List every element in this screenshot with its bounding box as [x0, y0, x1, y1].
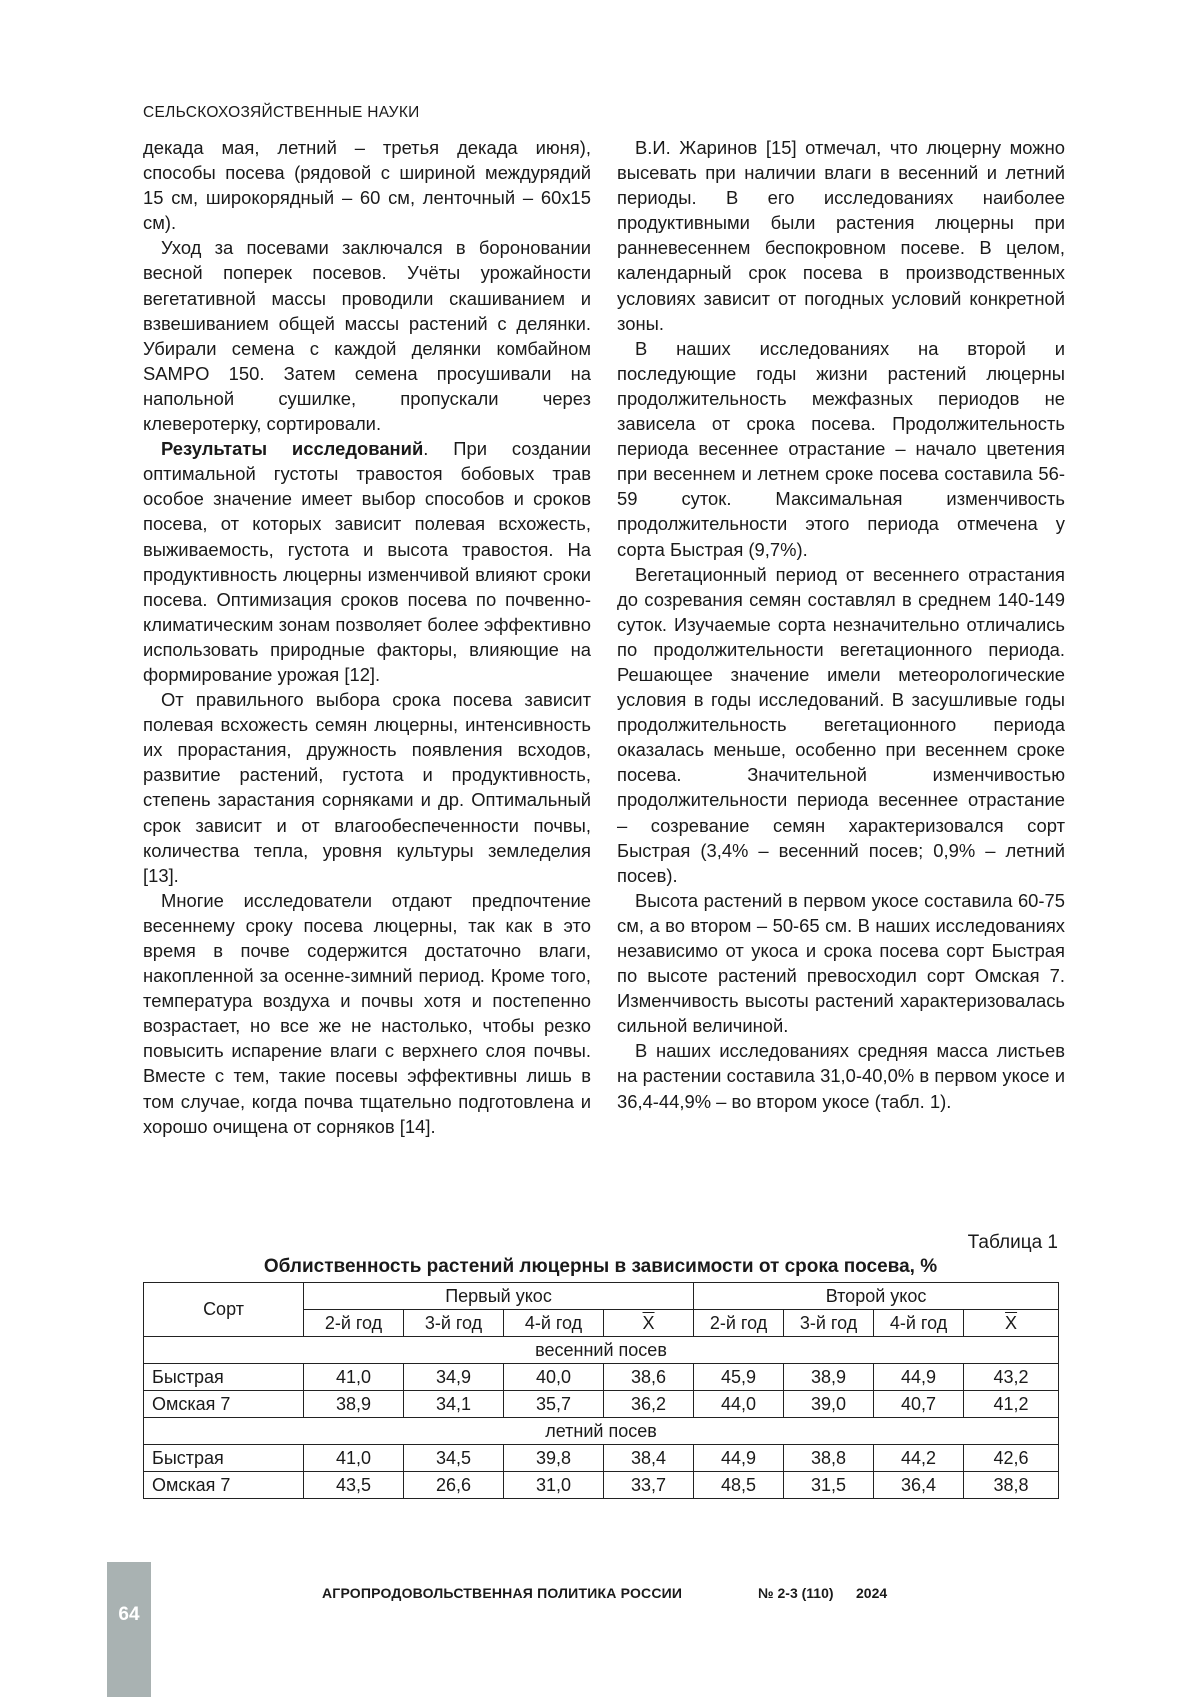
results-text: . При создании оптимальной густоты травостоя бобовых трав особое значение имеет выбор способов и сроков посева, от которых зависит полевая всхожесть, выживаемость, густота и высота травостоя. На продуктивность люцерны изменчивой влияют сроки посева. Оптимизация сроков посева по почвенно-климатическим зонам позволяет более эффективно использовать природные факторы, влияющие на формирование урожая [12].: [143, 438, 591, 685]
table-cell: 43,2: [964, 1364, 1059, 1391]
table-label: Таблица 1: [967, 1232, 1058, 1253]
table-row: [144, 1472, 1059, 1499]
variety-name: Омская 7: [144, 1472, 304, 1499]
table-cell: 39,8: [504, 1445, 604, 1472]
left-paragraph-2: Уход за посевами заключался в бороновании весной поперек посевов. Учёты урожайности вегетативной массы проводили скашиванием и взвешиванием общей массы растений с делянки. Убирали семена с каждой делянки комбайном SAMPO 150. Затем семена просушивали на напольной сушилке, пропускали через клеверотерку, сортировали.: [143, 237, 591, 435]
table-cell: 43,5: [304, 1472, 404, 1499]
table-cell: 34,9: [404, 1364, 504, 1391]
left-paragraph-1: декада мая, летний – третья декада июня), способы посева (рядовой с шириной междурядий 15 см, широкорядный – 60 см, ленточный – 60х15 см).: [143, 137, 591, 234]
table-cell: 40,7: [874, 1391, 964, 1418]
page-number: 64: [118, 1604, 140, 1625]
table-cell: 41,0: [304, 1364, 404, 1391]
summer-rows: [144, 1445, 1059, 1499]
table-cell: 38,8: [964, 1472, 1059, 1499]
left-paragraph-3: [143, 436, 591, 687]
header-second-cut: Второй укос: [694, 1283, 1059, 1310]
variety-name: Быстрая: [144, 1445, 304, 1472]
spring-rows: [144, 1364, 1059, 1418]
issue-number: № 2-3 (110): [758, 1585, 834, 1601]
running-head: СЕЛЬСКОХОЗЯЙСТВЕННЫЕ НАУКИ: [143, 104, 420, 121]
table-cell: 39,0: [784, 1391, 874, 1418]
header-first-cut: Первый укос: [304, 1283, 694, 1310]
table-cell: 48,5: [694, 1472, 784, 1499]
subheader-cell: $\overline{X}$: [964, 1310, 1059, 1337]
table-cell: 36,2: [604, 1391, 694, 1418]
table-cell: 35,7: [504, 1391, 604, 1418]
table-cell: 41,2: [964, 1391, 1059, 1418]
table-cell: 38,9: [304, 1391, 404, 1418]
left-paragraph-4: От правильного выбора срока посева зависит полевая всхожесть семян люцерны, интенсивность их прорастания, дружность появления всходов, развитие растений, густота и продуктивность, степень зарастания сорняками и др. Оптимальный срок зависит и от влагообеспеченности почвы, количества тепла, уровня культуры земледелия [13].: [143, 689, 591, 886]
table-cell: 26,6: [404, 1472, 504, 1499]
right-paragraph-4: Высота растений в первом укосе составила 60-75 см, а во втором – 50-65 см. В наших исследованиях независимо от укоса и срока посева сорт Быстрая по высоте растений превосходил сорт Омская 7. Изменчивость высоты растений характеризовалась сильной величиной.: [617, 889, 1065, 1037]
subheader-cell: 3-й год: [784, 1310, 874, 1337]
table-header-row-1: [144, 1283, 1059, 1310]
table-cell: 38,8: [784, 1445, 874, 1472]
journal-name: АГРОПРОДОВОЛЬСТВЕННАЯ ПОЛИТИКА РОССИИ: [322, 1585, 683, 1601]
table-row: [144, 1364, 1059, 1391]
table-cell: 41,0: [304, 1445, 404, 1472]
results-heading: Результаты исследований: [161, 438, 424, 460]
right-paragraph-2: В наших исследованиях на второй и последующие годы жизни растений люцерны продолжительность межфазных периодов не зависела от срока посева. Продолжительность периода весеннее отрастание – начало цветения при весеннем и летнем сроке посева составила 56-59 суток. Максимальная изменчивость продолжительности этого периода отмечена у сорта Быстрая (9,7%).: [617, 337, 1065, 560]
table-row: [144, 1391, 1059, 1418]
footer: [0, 1585, 1200, 1605]
header-sort: Сорт: [144, 1283, 304, 1337]
section-spring: весенний посев: [144, 1337, 1059, 1364]
variety-name: Омская 7: [144, 1391, 304, 1418]
right-paragraph-1: В.И. Жаринов [15] отмечал, что люцерну можно высевать при наличии влаги в весенний и летний периоды. В его исследованиях наиболее продуктивными были растения люцерны при ранневесеннем беспокровном посеве. В целом, календарный срок посева в производственных условиях зависит от погодных условий конкретной зоны.: [617, 137, 1065, 334]
left-paragraph-5: Многие исследователи отдают предпочтение весеннему сроку посева люцерны, так как в это время в почве содержится достаточно влаги, накопленной за осенне-зимний период. Кроме того, температура воздуха и почвы хотя и постепенно возрастает, но все же не настолько, чтобы резко повысить испарение влаги с верхнего слоя почвы. Вместе с тем, такие посевы эффективны лишь в том случае, когда почва тщательно подготовлена и хорошо очищена от сорняков [14].: [143, 889, 591, 1137]
table-cell: 33,7: [604, 1472, 694, 1499]
table-cell: 44,9: [694, 1445, 784, 1472]
table-cell: 44,2: [874, 1445, 964, 1472]
right-paragraph-3: Вегетационный период от весеннего отрастания до созревания семян составлял в среднем 140-149 суток. Изучаемые сорта незначительно отличались по продолжительности вегетационного периода. Решающее значение имели метеорологические условия в годы исследований. В засушливые годы продолжительность вегетационного периода оказалась меньше, особенно при весеннем сроке посева. Значительной изменчивостью продолжительности периода весеннее отрастание – созревание семян характеризовался сорт Быстрая (3,4% – весенний посев; 0,9% – летний посев).: [617, 563, 1065, 886]
table-1: [143, 1232, 1058, 1499]
foliage-table: [143, 1282, 1059, 1499]
table-title: Облиственность растений люцерны в зависимости от срока посева, %: [263, 1256, 938, 1277]
table-cell: 44,9: [874, 1364, 964, 1391]
subheader-cell: 2-й год: [304, 1310, 404, 1337]
section-summer: летний посев: [144, 1418, 1059, 1445]
subheader-cell: $\overline{X}$: [604, 1310, 694, 1337]
section-row-summer: [144, 1418, 1059, 1445]
table-cell: 34,5: [404, 1445, 504, 1472]
left-column: [143, 135, 591, 1139]
table-cell: 38,4: [604, 1445, 694, 1472]
table-cell: 38,6: [604, 1364, 694, 1391]
section-row-spring: [144, 1337, 1059, 1364]
table-row: [144, 1445, 1059, 1472]
subheader-cell: 2-й год: [694, 1310, 784, 1337]
issue-year: 2024: [856, 1585, 888, 1601]
table-cell: 31,5: [784, 1472, 874, 1499]
table-cell: 31,0: [504, 1472, 604, 1499]
page-number-tab: [107, 1562, 151, 1697]
subheader-cell: 4-й год: [504, 1310, 604, 1337]
table-cell: 34,1: [404, 1391, 504, 1418]
table-cell: 38,9: [784, 1364, 874, 1391]
variety-name: Быстрая: [144, 1364, 304, 1391]
subheader-cell: 3-й год: [404, 1310, 504, 1337]
right-column: [617, 135, 1065, 1114]
table-cell: 36,4: [874, 1472, 964, 1499]
table-cell: 40,0: [504, 1364, 604, 1391]
table-cell: 45,9: [694, 1364, 784, 1391]
table-cell: 44,0: [694, 1391, 784, 1418]
right-paragraph-5: В наших исследованиях средняя масса листьев на растении составила 31,0-40,0% в первом укосе и 36,4-44,9% – во втором укосе (табл. 1).: [617, 1040, 1065, 1112]
table-cell: 42,6: [964, 1445, 1059, 1472]
subheader-cell: 4-й год: [874, 1310, 964, 1337]
